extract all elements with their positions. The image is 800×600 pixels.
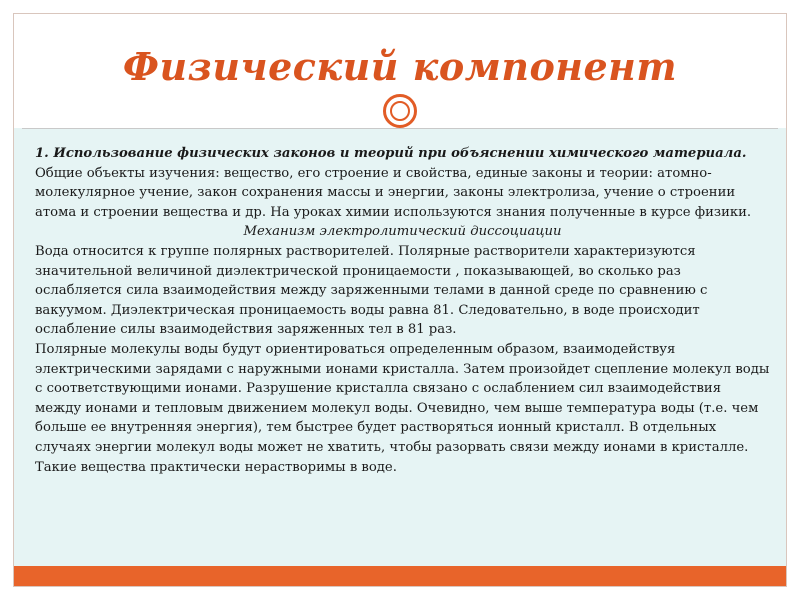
paragraph: Вода относится к группе полярных растворителей. Полярные растворители характеризуются значительной величиной диэлектрической проницаемости , показывающей, во сколько раз ослабляется сила взаимодействия между заряженными телами в данной среде по сравнению с вакуумом. Диэлектрическая проницаемость воды равна 81. Следовательно, в воде происходит ослабление силы взаимодействия заряженных тел в 81 раз.: [35, 243, 708, 338]
slide: [13, 13, 787, 587]
section-subheading: Механизм электролитический диссоциации: [243, 224, 562, 240]
paragraph: Общие объекты изучения: вещество, его строение и свойства, единые законы и теории: атомно-молекулярное учение, закон сохранения массы и энергии, законы электролиза, учение о строении атома и строении вещества и др. На уроках химии используются знания полученные в курсе физики.: [35, 165, 752, 220]
body-text: [35, 144, 770, 477]
section-heading: 1. Использование физических законов и теорий при объяснении химического материала.: [35, 146, 747, 161]
title-divider: [22, 128, 778, 129]
paragraph: Полярные молекулы воды будут ориентироваться определенным образом, взаимодействуя электрическими зарядами с наружными ионами кристалла. Затем произойдет сцепление молекул воды с соответствующими ионами. Разрушение кристалла связано с ослаблением сил взаимодействия между ионами и тепловым движением молекул воды. Очевидно, чем выше температура воды (т.е. чем больше ее внутренняя энергия), тем быстрее будет растворяться ионный кристалл. В отдельных случаях энергии молекул воды может не хватить, чтобы разорвать связи между ионами в кристалле. Такие вещества практически нерастворимы в воде.: [35, 341, 770, 475]
bottom-accent-bar: [14, 566, 786, 586]
circle-ornament-icon: [383, 94, 417, 128]
slide-title: Физический компонент: [122, 44, 678, 89]
